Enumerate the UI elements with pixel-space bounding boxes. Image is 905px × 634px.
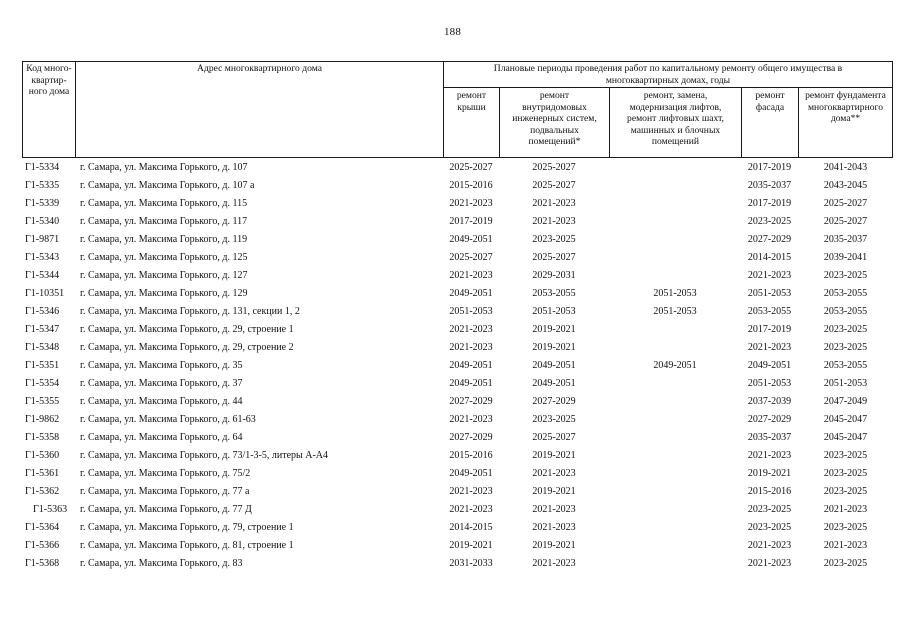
cell-facade-period: 2019-2021	[747, 467, 792, 479]
cell-address: г. Самара, ул. Максима Горького, д. 29, строение 2	[80, 341, 294, 353]
cell-engineering-period: 2025-2027	[532, 431, 576, 443]
cell-roof-period: 2021-2023	[449, 485, 493, 497]
cell-roof-period: 2031-2033	[449, 557, 493, 569]
cell-code: Г1-5363	[33, 503, 68, 515]
cell-foundation-period: 2023-2025	[823, 557, 868, 569]
cell-engineering-period: 2023-2025	[532, 233, 576, 245]
header-code-line: квартир-	[31, 74, 67, 86]
cell-facade-period: 2053-2055	[747, 305, 792, 317]
header-facade-line: фасада	[755, 101, 785, 113]
repair-schedule-table	[22, 61, 893, 572]
cell-roof-period: 2015-2016	[449, 449, 493, 461]
table-row	[22, 356, 893, 374]
table-row	[22, 194, 893, 212]
header-col-divider-code	[75, 61, 76, 158]
cell-engineering-period: 2021-2023	[532, 197, 576, 209]
cell-code: Г1-9871	[25, 233, 60, 245]
cell-facade-period: 2027-2029	[747, 233, 792, 245]
table-header	[22, 61, 893, 158]
cell-code: Г1-5343	[25, 251, 60, 263]
cell-engineering-period: 2029-2031	[532, 269, 576, 281]
cell-facade-period: 2021-2023	[747, 539, 792, 551]
cell-foundation-period: 2025-2027	[823, 215, 868, 227]
cell-roof-period: 2025-2027	[449, 161, 493, 173]
cell-address: г. Самара, ул. Максима Горького, д. 129	[80, 287, 248, 299]
header-roof-line: ремонт	[456, 90, 487, 101]
header-lifts-line: помещений	[651, 136, 700, 148]
header-top-border	[22, 61, 893, 62]
cell-code: Г1-5360	[25, 449, 60, 461]
cell-engineering-period: 2027-2029	[532, 395, 576, 407]
cell-engineering-period: 2021-2023	[532, 467, 576, 479]
table-row	[22, 158, 893, 176]
cell-facade-period: 2017-2019	[747, 161, 792, 173]
cell-code: Г1-5334	[25, 161, 60, 173]
cell-foundation-period: 2041-2043	[823, 161, 868, 173]
header-lifts-line: модернизация лифтов,	[629, 101, 722, 113]
cell-facade-period: 2035-2037	[747, 179, 792, 191]
cell-code: Г1-5364	[25, 521, 60, 533]
header-facade-line: ремонт	[755, 90, 785, 101]
cell-facade-period: 2021-2023	[747, 269, 792, 281]
cell-engineering-period: 2023-2025	[532, 413, 576, 425]
cell-facade-period: 2051-2053	[747, 377, 792, 389]
cell-lifts-period: 2049-2051	[653, 359, 697, 371]
table-row	[22, 482, 893, 500]
cell-engineering-period: 2019-2021	[532, 341, 576, 353]
table-row	[22, 518, 893, 536]
cell-engineering-period: 2019-2021	[532, 449, 576, 461]
cell-facade-period: 2017-2019	[747, 323, 792, 335]
cell-facade-period: 2023-2025	[747, 215, 792, 227]
cell-address: г. Самара, ул. Максима Горького, д. 35	[80, 359, 243, 371]
cell-facade-period: 2023-2025	[747, 521, 792, 533]
cell-roof-period: 2021-2023	[449, 413, 493, 425]
header-engineering-line: инженерных систем,	[512, 113, 597, 125]
table-row	[22, 392, 893, 410]
cell-code: Г1-5351	[25, 359, 60, 371]
cell-foundation-period: 2023-2025	[823, 449, 868, 461]
cell-code: Г1-5366	[25, 539, 60, 551]
cell-foundation-period: 2025-2027	[823, 197, 868, 209]
cell-foundation-period: 2039-2041	[823, 251, 868, 263]
table-row	[22, 464, 893, 482]
table-row	[22, 302, 893, 320]
header-right-border	[892, 61, 893, 158]
cell-foundation-period: 2023-2025	[823, 269, 868, 281]
table-row	[22, 500, 893, 518]
cell-roof-period: 2049-2051	[449, 359, 493, 371]
cell-roof-period: 2021-2023	[449, 503, 493, 515]
cell-facade-period: 2051-2053	[747, 287, 792, 299]
table-row	[22, 248, 893, 266]
header-periods-title	[444, 63, 892, 86]
table-row	[22, 536, 893, 554]
cell-code: Г1-5358	[25, 431, 60, 443]
cell-facade-period: 2035-2037	[747, 431, 792, 443]
table-row	[22, 374, 893, 392]
header-code	[23, 63, 75, 98]
cell-code: Г1-5348	[25, 341, 60, 353]
cell-foundation-period: 2045-2047	[823, 431, 868, 443]
cell-engineering-period: 2021-2023	[532, 215, 576, 227]
cell-roof-period: 2021-2023	[449, 197, 493, 209]
cell-code: Г1-10351	[25, 287, 65, 299]
table-row	[22, 230, 893, 248]
cell-facade-period: 2021-2023	[747, 341, 792, 353]
header-lifts-line: машинных и блочных	[630, 124, 721, 136]
cell-roof-period: 2049-2051	[449, 377, 493, 389]
table-row	[22, 446, 893, 464]
header-periods-title-line: многоквартирных домах, годы	[605, 74, 731, 86]
cell-code: Г1-5335	[25, 179, 60, 191]
cell-address: г. Самара, ул. Максима Горького, д. 75/2	[80, 467, 251, 479]
cell-engineering-period: 2021-2023	[532, 521, 576, 533]
cell-address: г. Самара, ул. Максима Горького, д. 117	[80, 215, 248, 227]
table-row	[22, 338, 893, 356]
cell-code: Г1-5339	[25, 197, 60, 209]
page-number: 188	[443, 26, 462, 38]
cell-engineering-period: 2019-2021	[532, 323, 576, 335]
cell-address: г. Самара, ул. Максима Горького, д. 115	[80, 197, 248, 209]
header-periods-title-line: Плановые периоды проведения работ по капитальному ремонту общего имущества в	[493, 63, 843, 74]
header-foundation-line: дома**	[830, 113, 861, 125]
cell-address: г. Самара, ул. Максима Горького, д. 37	[80, 377, 243, 389]
cell-foundation-period: 2047-2049	[823, 395, 868, 407]
cell-lifts-period: 2051-2053	[653, 305, 697, 317]
cell-roof-period: 2025-2027	[449, 251, 493, 263]
cell-engineering-period: 2025-2027	[532, 179, 576, 191]
cell-code: Г1-5362	[25, 485, 60, 497]
cell-code: Г1-9862	[25, 413, 60, 425]
header-roof	[444, 90, 499, 113]
cell-address: г. Самара, ул. Максима Горького, д. 64	[80, 431, 243, 443]
table-row	[22, 428, 893, 446]
cell-engineering-period: 2049-2051	[532, 377, 576, 389]
cell-facade-period: 2037-2039	[747, 395, 792, 407]
cell-address: г. Самара, ул. Максима Горького, д. 73/1-3-5, литеры А-А4	[80, 449, 329, 461]
header-code-line: ного дома	[28, 86, 70, 98]
table-body	[22, 158, 893, 572]
cell-code: Г1-5347	[25, 323, 60, 335]
cell-engineering-period: 2019-2021	[532, 539, 576, 551]
cell-roof-period: 2017-2019	[449, 215, 493, 227]
cell-engineering-period: 2025-2027	[532, 161, 576, 173]
table-row	[22, 320, 893, 338]
cell-foundation-period: 2053-2055	[823, 359, 868, 371]
cell-address: г. Самара, ул. Максима Горького, д. 81, строение 1	[80, 539, 294, 551]
cell-code: Г1-5355	[25, 395, 60, 407]
table-row	[22, 554, 893, 572]
header-engineering-line: внутридомовых	[522, 101, 587, 113]
header-engineering	[500, 90, 609, 148]
cell-roof-period: 2021-2023	[449, 269, 493, 281]
header-engineering-line: ремонт	[539, 90, 570, 101]
header-lifts-line: ремонт лифтовых шахт,	[627, 113, 724, 125]
cell-foundation-period: 2053-2055	[823, 305, 868, 317]
cell-address: г. Самара, ул. Максима Горького, д. 61-63	[80, 413, 256, 425]
cell-roof-period: 2027-2029	[449, 395, 493, 407]
cell-address: г. Самара, ул. Максима Горького, д. 127	[80, 269, 248, 281]
cell-code: Г1-5346	[25, 305, 60, 317]
header-engineering-line: помещений*	[528, 136, 581, 148]
cell-code: Г1-5344	[25, 269, 60, 281]
table-row	[22, 266, 893, 284]
cell-roof-period: 2021-2023	[449, 341, 493, 353]
cell-address: г. Самара, ул. Максима Горького, д. 131, секции 1, 2	[80, 305, 300, 317]
cell-engineering-period: 2053-2055	[532, 287, 576, 299]
cell-foundation-period: 2051-2053	[823, 377, 868, 389]
cell-address: г. Самара, ул. Максима Горького, д. 77 Д	[80, 503, 252, 515]
header-roof-line: крыши	[457, 101, 486, 113]
cell-address: г. Самара, ул. Максима Горького, д. 107	[80, 161, 248, 173]
cell-foundation-period: 2043-2045	[823, 179, 868, 191]
cell-facade-period: 2017-2019	[747, 197, 792, 209]
cell-address: г. Самара, ул. Максима Горького, д. 29, строение 1	[80, 323, 294, 335]
cell-address: г. Самара, ул. Максима Горького, д. 119	[80, 233, 248, 245]
header-foundation	[799, 90, 892, 125]
cell-code: Г1-5361	[25, 467, 60, 479]
header-foundation-line: многоквартирного	[807, 101, 884, 113]
cell-engineering-period: 2021-2023	[532, 557, 576, 569]
cell-facade-period: 2014-2015	[747, 251, 792, 263]
cell-facade-period: 2049-2051	[747, 359, 792, 371]
cell-foundation-period: 2023-2025	[823, 485, 868, 497]
header-engineering-line: подвальных	[530, 124, 579, 136]
cell-code: Г1-5354	[25, 377, 60, 389]
cell-engineering-period: 2025-2027	[532, 251, 576, 263]
cell-code: Г1-5368	[25, 557, 60, 569]
cell-code: Г1-5340	[25, 215, 60, 227]
header-foundation-line: ремонт фундамента	[805, 90, 886, 101]
cell-foundation-period: 2045-2047	[823, 413, 868, 425]
header-periods-divider	[443, 87, 893, 88]
cell-engineering-period: 2019-2021	[532, 485, 576, 497]
cell-address: г. Самара, ул. Максима Горького, д. 44	[80, 395, 243, 407]
table-row	[22, 410, 893, 428]
cell-address: г. Самара, ул. Максима Горького, д. 77 а	[80, 485, 250, 497]
header-lifts	[610, 90, 741, 148]
cell-address: г. Самара, ул. Максима Горького, д. 79, строение 1	[80, 521, 294, 533]
cell-roof-period: 2027-2029	[449, 431, 493, 443]
cell-address: г. Самара, ул. Максима Горького, д. 107 а	[80, 179, 255, 191]
table-row	[22, 212, 893, 230]
cell-foundation-period: 2023-2025	[823, 323, 868, 335]
cell-roof-period: 2049-2051	[449, 467, 493, 479]
cell-roof-period: 2049-2051	[449, 233, 493, 245]
cell-roof-period: 2021-2023	[449, 323, 493, 335]
cell-roof-period: 2014-2015	[449, 521, 493, 533]
cell-address: г. Самара, ул. Максима Горького, д. 83	[80, 557, 243, 569]
header-bottom-border	[22, 157, 893, 158]
cell-facade-period: 2021-2023	[747, 449, 792, 461]
cell-address: г. Самара, ул. Максима Горького, д. 125	[80, 251, 248, 263]
cell-foundation-period: 2053-2055	[823, 287, 868, 299]
cell-facade-period: 2015-2016	[747, 485, 792, 497]
cell-engineering-period: 2051-2053	[532, 305, 576, 317]
header-address: Адрес многоквартирного дома	[197, 63, 322, 74]
cell-roof-period: 2019-2021	[449, 539, 493, 551]
cell-foundation-period: 2023-2025	[823, 341, 868, 353]
cell-foundation-period: 2023-2025	[823, 521, 868, 533]
cell-foundation-period: 2035-2037	[823, 233, 868, 245]
cell-roof-period: 2049-2051	[449, 287, 493, 299]
table-row	[22, 284, 893, 302]
cell-foundation-period: 2021-2023	[823, 503, 868, 515]
cell-engineering-period: 2021-2023	[532, 503, 576, 515]
cell-lifts-period: 2051-2053	[653, 287, 697, 299]
cell-roof-period: 2051-2053	[449, 305, 493, 317]
cell-foundation-period: 2023-2025	[823, 467, 868, 479]
header-facade	[742, 90, 798, 113]
cell-foundation-period: 2021-2023	[823, 539, 868, 551]
table-row	[22, 176, 893, 194]
cell-roof-period: 2015-2016	[449, 179, 493, 191]
header-code-line: Код много-	[26, 63, 72, 74]
cell-facade-period: 2027-2029	[747, 413, 792, 425]
cell-facade-period: 2021-2023	[747, 557, 792, 569]
cell-facade-period: 2023-2025	[747, 503, 792, 515]
cell-engineering-period: 2049-2051	[532, 359, 576, 371]
header-lifts-line: ремонт, замена,	[643, 90, 708, 101]
